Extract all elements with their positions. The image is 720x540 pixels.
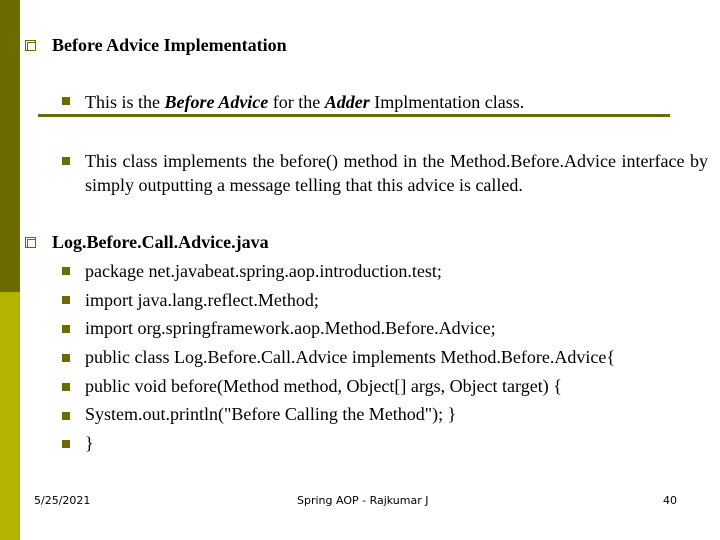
sub-bullet-icon: [62, 412, 70, 420]
footer-date: 5/25/2021: [34, 494, 91, 507]
sub-bullet-icon: [62, 354, 70, 362]
sub1-prefix: This is the: [85, 92, 165, 112]
bullet-title-before-advice: Before Advice Implementation: [52, 35, 287, 55]
sub1-emphasis-adder: Adder: [324, 92, 370, 112]
sub-bullet-icon: [62, 267, 70, 275]
sub1-suffix: Implmentation class.: [369, 92, 525, 112]
footer-page-number: 40: [663, 494, 677, 507]
sidebar-top-band: [0, 0, 20, 292]
sub-bullet-icon: [62, 440, 70, 448]
code-line: package net.javabeat.spring.aop.introduction.test;: [85, 261, 442, 281]
divider-rule: [38, 114, 670, 117]
sidebar-bottom-band: [0, 292, 20, 540]
code-line: }: [85, 433, 94, 453]
sidebar-accent-bar: [0, 0, 20, 540]
code-line: import java.lang.reflect.Method;: [85, 290, 319, 310]
sub1-emphasis-before-advice: Before Advice: [164, 92, 269, 112]
square-bullet-icon: [25, 237, 36, 248]
code-line: System.out.println("Before Calling the Method"); }: [85, 404, 457, 424]
code-line: import org.springframework.aop.Method.Before.Advice;: [85, 318, 496, 338]
sub-bullet-icon: [62, 383, 70, 391]
sub-bullet-icon: [62, 325, 70, 333]
code-line: public void before(Method method, Object[] args, Object target) {: [85, 376, 562, 396]
sub-bullet-text-2: This class implements the before() method in the Method.Before.Advice interface by simply outputting a message telling that this advice is called.: [85, 151, 708, 195]
sub-bullet-icon: [62, 157, 70, 165]
sub1-mid: for the: [268, 92, 325, 112]
sub-bullet-text-1: [85, 90, 524, 114]
bullet-title-file-name: Log.Before.Call.Advice.java: [52, 232, 269, 252]
square-bullet-icon: [25, 40, 36, 51]
code-line: public class Log.Before.Call.Advice implements Method.Before.Advice{: [85, 347, 615, 367]
sub-bullet-icon: [62, 296, 70, 304]
sub-bullet-icon: [62, 97, 70, 105]
footer-title: Spring AOP - Rajkumar J: [297, 494, 429, 507]
